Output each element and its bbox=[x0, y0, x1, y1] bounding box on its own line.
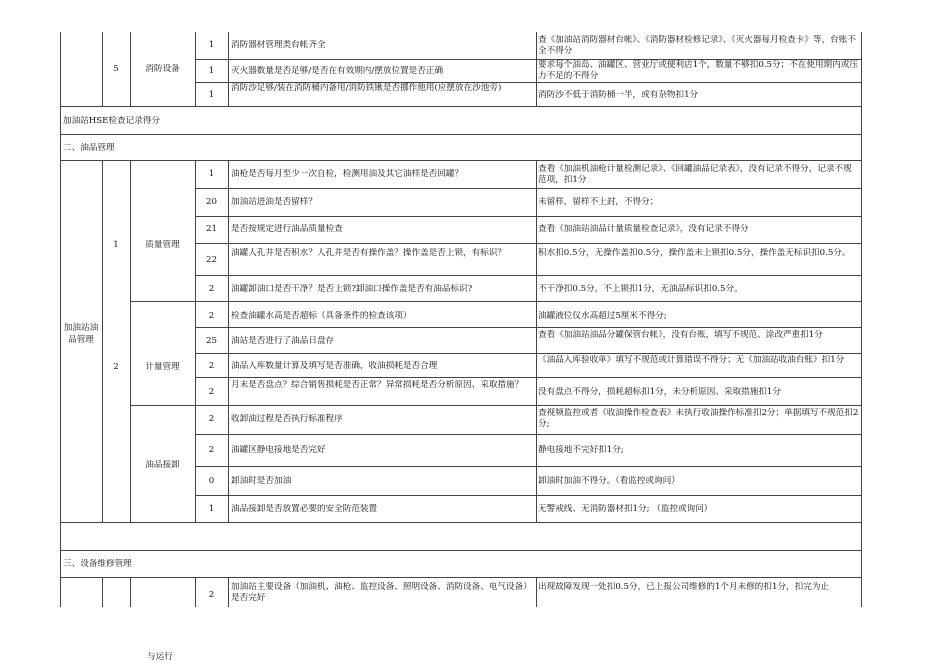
oil-group-label: 加油站油品管理 bbox=[63, 323, 99, 345]
metering-category: 计量管理 bbox=[145, 362, 180, 372]
grid-line bbox=[195, 434, 861, 435]
grid-line bbox=[195, 495, 861, 496]
section3-title: 三、设备维修管理 bbox=[63, 559, 132, 569]
quality-row-2-rule: 未留样，留样不上封，不得分； bbox=[538, 197, 659, 207]
unloading-row-3-score: 0 bbox=[208, 476, 215, 486]
quality-row-1-score: 1 bbox=[208, 169, 215, 179]
metering-row-1-rule: 油罐液位仪水高超过5厘米不得分; bbox=[538, 311, 667, 321]
quality-row-5-rule: 不干净扣0.5分，不上锁扣1分，无油品标识扣0.5分。 bbox=[538, 284, 743, 294]
fire-row-3-item: 消防沙足够/装在消防桶内备用/消防铁锹是否挪作他用(应摆放在沙池旁) bbox=[231, 83, 502, 93]
grid-line bbox=[228, 577, 229, 607]
metering-row-2-rule: 查看《加油站油品分罐保管台帐》，没有台账，填写不规范、涂改严重扣1分 bbox=[538, 330, 823, 340]
quality-row-4-rule: 积水扣0.5分，无操作盖扣0.5分，操作盖未上锁扣0.5分，操作盖无标识扣0.5分。 bbox=[538, 248, 851, 258]
metering-no: 2 bbox=[113, 362, 119, 372]
fire-row-3-score: 1 bbox=[208, 90, 215, 100]
grid-line bbox=[102, 160, 103, 522]
quality-row-1-rule: 查看《加油机油枪计量检测记录》、《回罐油品记录表》，没有记录不得分，记录不规范项，扣1分 bbox=[538, 164, 852, 185]
grid-line bbox=[130, 577, 131, 607]
quality-no: 1 bbox=[113, 240, 119, 250]
grid-line bbox=[130, 301, 861, 302]
fire-row-1-item: 消防器材管理类台帐齐全 bbox=[231, 40, 326, 50]
section2-title: 二、油品管理 bbox=[63, 143, 115, 153]
grid-line bbox=[195, 188, 861, 189]
metering-row-1-score: 2 bbox=[208, 311, 215, 321]
grid-line bbox=[60, 106, 861, 107]
quality-row-4-score: 22 bbox=[206, 255, 217, 265]
unloading-row-4-item: 油品接卸是否放置必要的安全防范装置 bbox=[231, 504, 378, 514]
grid-line bbox=[195, 243, 861, 244]
grid-line bbox=[536, 160, 537, 522]
fire-no: 5 bbox=[113, 64, 119, 74]
grid-line bbox=[195, 353, 861, 354]
fire-row-2-score: 1 bbox=[208, 66, 215, 76]
quality-row-5-item: 油罐卸油口是否干净？是否上锁?卸油口操作盖是否有油品标识? bbox=[231, 284, 473, 294]
fire-category: 消防设备 bbox=[145, 64, 180, 74]
grid-line bbox=[536, 577, 537, 607]
equipment-row-1-item: 加油站主要设备（加油机、油枪、监控设备、照明设备、消防设备、电气设备）是否完好 bbox=[231, 582, 532, 603]
fire-row-2-item: 灭火器数量是否足够/是否在有效期内/摆放位置是否正确 bbox=[231, 66, 444, 76]
metering-row-2-score: 25 bbox=[206, 336, 217, 346]
metering-row-3-item: 油品入库数量计算及填写是否准确，收油损耗是否合理 bbox=[231, 361, 438, 371]
quality-row-1-item: 油枪是否每月至少一次自检，检测用油及其它油样是否回罐？ bbox=[231, 169, 464, 179]
equipment-row-1-rule: 出现故障发现一处扣0.5分，已上报公司维修的1个月未修的扣1分，扣完为止 bbox=[538, 582, 830, 592]
grid-line bbox=[60, 134, 861, 135]
grid-line bbox=[60, 550, 861, 551]
quality-row-3-item: 是否按规定进行油品质量检查 bbox=[231, 224, 343, 234]
metering-row-1-item: 检查油罐水高是否超标（具备条件的检查该项） bbox=[231, 311, 412, 321]
footer-fragment: 与运行 bbox=[147, 652, 173, 662]
quality-category: 质量管理 bbox=[145, 240, 180, 250]
unloading-category: 油品接卸 bbox=[145, 460, 180, 470]
grid-line bbox=[60, 160, 861, 161]
metering-row-4-rule: 没有盘点不得分，损耗超标扣1分，未分析原因、采取措施扣1分 bbox=[538, 387, 781, 397]
quality-row-4-item: 油罐人孔井是否积水？人孔井是否有操作盖？操作盖是否上锁，有标识？ bbox=[231, 248, 507, 258]
quality-row-3-rule: 查看《加油站油品计量质量检查记录》，没有记录不得分 bbox=[538, 224, 749, 234]
fire-row-2-rule: 要求每个油岛、油罐区、营业厅或便利店1个，数量不够扣0.5分；不在使用期内或压力不足的不得分 bbox=[538, 60, 858, 81]
grid-line bbox=[60, 577, 861, 578]
fire-row-1-rule: 查《加油站消防器材台帐》、《消防器材检修记录》、《灭火器每月检查卡》等，台账不全不得分 bbox=[538, 35, 856, 56]
unloading-row-1-score: 2 bbox=[208, 414, 215, 424]
unloading-row-2-rule: 静电接地不完好扣1分; bbox=[538, 445, 624, 455]
quality-row-2-item: 加油站进油是否留样？ bbox=[231, 197, 317, 207]
hse-total-label: 加油站HSE检查记录得分 bbox=[63, 116, 160, 126]
grid-line bbox=[861, 32, 862, 607]
grid-line bbox=[195, 275, 861, 276]
quality-row-2-score: 20 bbox=[206, 197, 217, 207]
grid-line bbox=[228, 32, 229, 106]
unloading-row-4-score: 1 bbox=[208, 504, 215, 514]
grid-line bbox=[195, 216, 861, 217]
grid-line bbox=[536, 32, 537, 106]
unloading-row-2-score: 2 bbox=[208, 445, 215, 455]
metering-row-3-rule: 《油品入库验收单》填写不规范或计算错误不得分；无《加油站收油台账》扣1分 bbox=[538, 355, 845, 365]
equipment-row-1-score: 2 bbox=[208, 590, 215, 600]
metering-row-2-item: 油站是否进行了油品日盘存 bbox=[231, 336, 335, 346]
grid-line bbox=[195, 327, 861, 328]
fire-row-1-score: 1 bbox=[208, 40, 215, 50]
grid-line bbox=[130, 405, 861, 406]
quality-row-5-score: 2 bbox=[208, 284, 215, 294]
unloading-row-2-item: 油罐区静电接地是否完好 bbox=[231, 445, 326, 455]
grid-line bbox=[60, 522, 861, 523]
unloading-row-3-rule: 卸油时加油不得分。（看监控或询问） bbox=[538, 476, 680, 486]
unloading-row-4-rule: 无警戒线、无消防器材扣1分; （监控或询问） bbox=[538, 504, 713, 514]
grid-line bbox=[102, 577, 103, 607]
quality-row-3-score: 21 bbox=[206, 224, 217, 234]
unloading-row-3-item: 卸油时是否加油 bbox=[231, 476, 292, 486]
fire-row-3-rule: 消防沙不低于消防桶一半，或有杂物扣1分 bbox=[538, 90, 699, 100]
metering-row-4-item: 月末是否盘点？综合销售损耗是否正常？异常损耗是否分析原因、采取措施？ bbox=[231, 380, 524, 390]
grid-line bbox=[60, 32, 61, 607]
unloading-row-1-rule: 查视频监控或者《收油操作检查表》未执行收油操作标准扣2分；单据填写不规范扣2分; bbox=[538, 408, 859, 429]
metering-row-4-score: 2 bbox=[208, 387, 215, 397]
grid-line bbox=[195, 377, 861, 378]
grid-line bbox=[195, 466, 861, 467]
metering-row-3-score: 2 bbox=[208, 361, 215, 371]
grid-line bbox=[228, 160, 229, 522]
unloading-row-1-item: 收卸油过程是否执行标准程序 bbox=[231, 414, 343, 424]
